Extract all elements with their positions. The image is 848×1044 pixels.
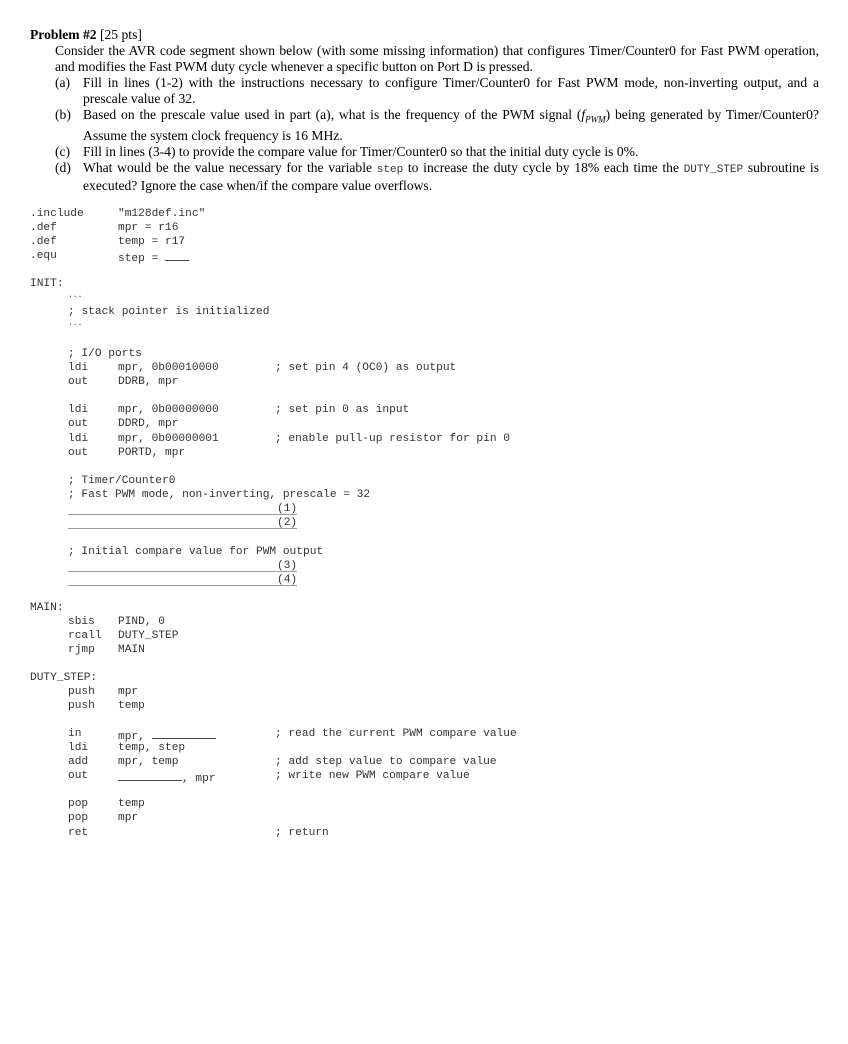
part-label: (d) bbox=[55, 159, 71, 175]
code-args: temp bbox=[118, 700, 145, 712]
code-args: temp bbox=[118, 798, 145, 810]
code-args: temp, step bbox=[118, 742, 186, 754]
part-label: (c) bbox=[55, 143, 71, 159]
code-args: mpr, bbox=[118, 727, 216, 741]
code-comment: ; Initial compare value for PWM output bbox=[68, 546, 324, 558]
code-op: out bbox=[68, 418, 89, 430]
problem-parts bbox=[55, 75, 819, 194]
fill-number: (2) bbox=[277, 517, 298, 529]
problem-intro: Consider the AVR code segment shown below (with some missing information) that configures Timer/Counter0 for Fast PWM operation, and modifies the Fast PWM duty cycle whenever a specific button on Port D is pressed. bbox=[55, 43, 819, 74]
part-text: Fill in lines (3-4) to provide the compare value for Timer/Counter0 so that the initial duty cycle is 0%. bbox=[83, 143, 639, 159]
code-op: in bbox=[68, 728, 82, 740]
code-op: rjmp bbox=[68, 644, 95, 656]
code-comment: ; return bbox=[275, 827, 329, 839]
init-label: INIT: bbox=[30, 278, 64, 290]
problem-title bbox=[30, 27, 142, 43]
code-comment: ; set pin 0 as input bbox=[275, 404, 410, 416]
ellipsis: ... bbox=[68, 291, 83, 300]
part-text-segment: Based on the prescale value used in part (a), what is the frequency of the PWM signal ( bbox=[83, 107, 582, 122]
code-op: ret bbox=[68, 827, 89, 839]
code-args: DDRB, mpr bbox=[118, 376, 179, 388]
code-line: .include bbox=[30, 208, 84, 220]
fill-line-2[interactable] bbox=[68, 516, 297, 529]
code-comment: ; Fast PWM mode, non-inverting, prescale = 32 bbox=[68, 489, 371, 501]
part-text bbox=[83, 107, 819, 144]
part-text: Fill in lines (1-2) with the instructions necessary to configure Timer/Counter0 for Fast PWM mode, non-inverting output, and a prescale value of 32. bbox=[83, 75, 819, 106]
code-op: ldi bbox=[68, 433, 89, 445]
code-op: pop bbox=[68, 798, 89, 810]
code-args: PORTD, mpr bbox=[118, 447, 186, 459]
code-line: temp = r17 bbox=[118, 236, 186, 248]
code-op: ldi bbox=[68, 742, 89, 754]
code-args: MAIN bbox=[118, 644, 145, 656]
problem-points: [25 pts] bbox=[99, 27, 142, 42]
code-args: mpr, 0b00000000 bbox=[118, 404, 219, 416]
code-args: mpr, temp bbox=[118, 756, 179, 768]
code-args: PIND, 0 bbox=[118, 616, 165, 628]
fill-line-3[interactable] bbox=[68, 559, 297, 572]
code-comment: ; read the current PWM compare value bbox=[275, 728, 517, 740]
code-op: add bbox=[68, 756, 89, 768]
code-op: sbis bbox=[68, 616, 95, 628]
code-args: mpr bbox=[118, 812, 139, 824]
out-register-blank[interactable] bbox=[118, 769, 182, 781]
code-comment: ; write new PWM compare value bbox=[275, 770, 470, 782]
inline-code-duty-step: DUTY_STEP bbox=[683, 163, 744, 176]
code-line: .equ bbox=[30, 250, 57, 262]
part-b bbox=[55, 107, 819, 144]
part-label: (a) bbox=[55, 75, 71, 90]
code-comment: ; stack pointer is initialized bbox=[68, 306, 270, 318]
code-args: mpr bbox=[118, 686, 139, 698]
step-blank bbox=[165, 249, 189, 261]
code-line: mpr = r16 bbox=[118, 222, 179, 234]
code-op: pop bbox=[68, 812, 89, 824]
part-text: What would be the value necessary for the variable step to increase the duty cycle by 18% each time the DUTY_STEP subroutine is executed? Ignore the case when/if the compare value overflows. bbox=[83, 159, 819, 193]
part-a bbox=[55, 75, 819, 107]
code-args: mpr, 0b00000001 bbox=[118, 433, 219, 445]
code-comment: ; I/O ports bbox=[68, 348, 142, 360]
code-comment: ; Timer/Counter0 bbox=[68, 475, 176, 487]
part-c bbox=[55, 144, 819, 160]
part-label: (b) bbox=[55, 107, 71, 122]
code-op: ldi bbox=[68, 404, 89, 416]
problem-number: Problem #2 bbox=[30, 27, 97, 42]
fill-number: (4) bbox=[277, 574, 298, 586]
code-args: mpr, 0b00010000 bbox=[118, 362, 219, 374]
code-comment: ; set pin 4 (OC0) as output bbox=[275, 362, 457, 374]
part-d bbox=[55, 160, 819, 194]
code-op: rcall bbox=[68, 630, 102, 642]
fpwm-symbol: $f_{PWM}$ bbox=[581, 107, 606, 125]
code-op: ldi bbox=[68, 362, 89, 374]
code-comment: ; enable pull-up resistor for pin 0 bbox=[275, 433, 510, 445]
in-register-blank[interactable] bbox=[152, 727, 216, 739]
code-line: .def bbox=[30, 236, 57, 248]
part-text-segment: ) being generated by Timer/Counter0? Assume the system clock frequency is 16 MHz. bbox=[83, 107, 819, 143]
fill-line-4[interactable] bbox=[68, 573, 297, 586]
code-args: , mpr bbox=[118, 769, 216, 783]
code-op: push bbox=[68, 686, 95, 698]
fill-line-1[interactable] bbox=[68, 502, 297, 515]
code-op: out bbox=[68, 770, 89, 782]
code-op: out bbox=[68, 376, 89, 388]
fill-number: (1) bbox=[277, 503, 298, 515]
code-line: step = bbox=[118, 249, 189, 263]
code-args: DDRD, mpr bbox=[118, 418, 179, 430]
fill-number: (3) bbox=[277, 560, 298, 572]
code-args: DUTY_STEP bbox=[118, 630, 179, 642]
ellipsis: ... bbox=[68, 319, 83, 328]
code-op: push bbox=[68, 700, 95, 712]
code-op: out bbox=[68, 447, 89, 459]
main-label: MAIN: bbox=[30, 602, 64, 614]
inline-code-step: step bbox=[376, 163, 404, 176]
duty-step-label: DUTY_STEP: bbox=[30, 672, 98, 684]
code-comment: ; add step value to compare value bbox=[275, 756, 497, 768]
code-line: "m128def.inc" bbox=[118, 208, 206, 220]
code-line: .def bbox=[30, 222, 57, 234]
